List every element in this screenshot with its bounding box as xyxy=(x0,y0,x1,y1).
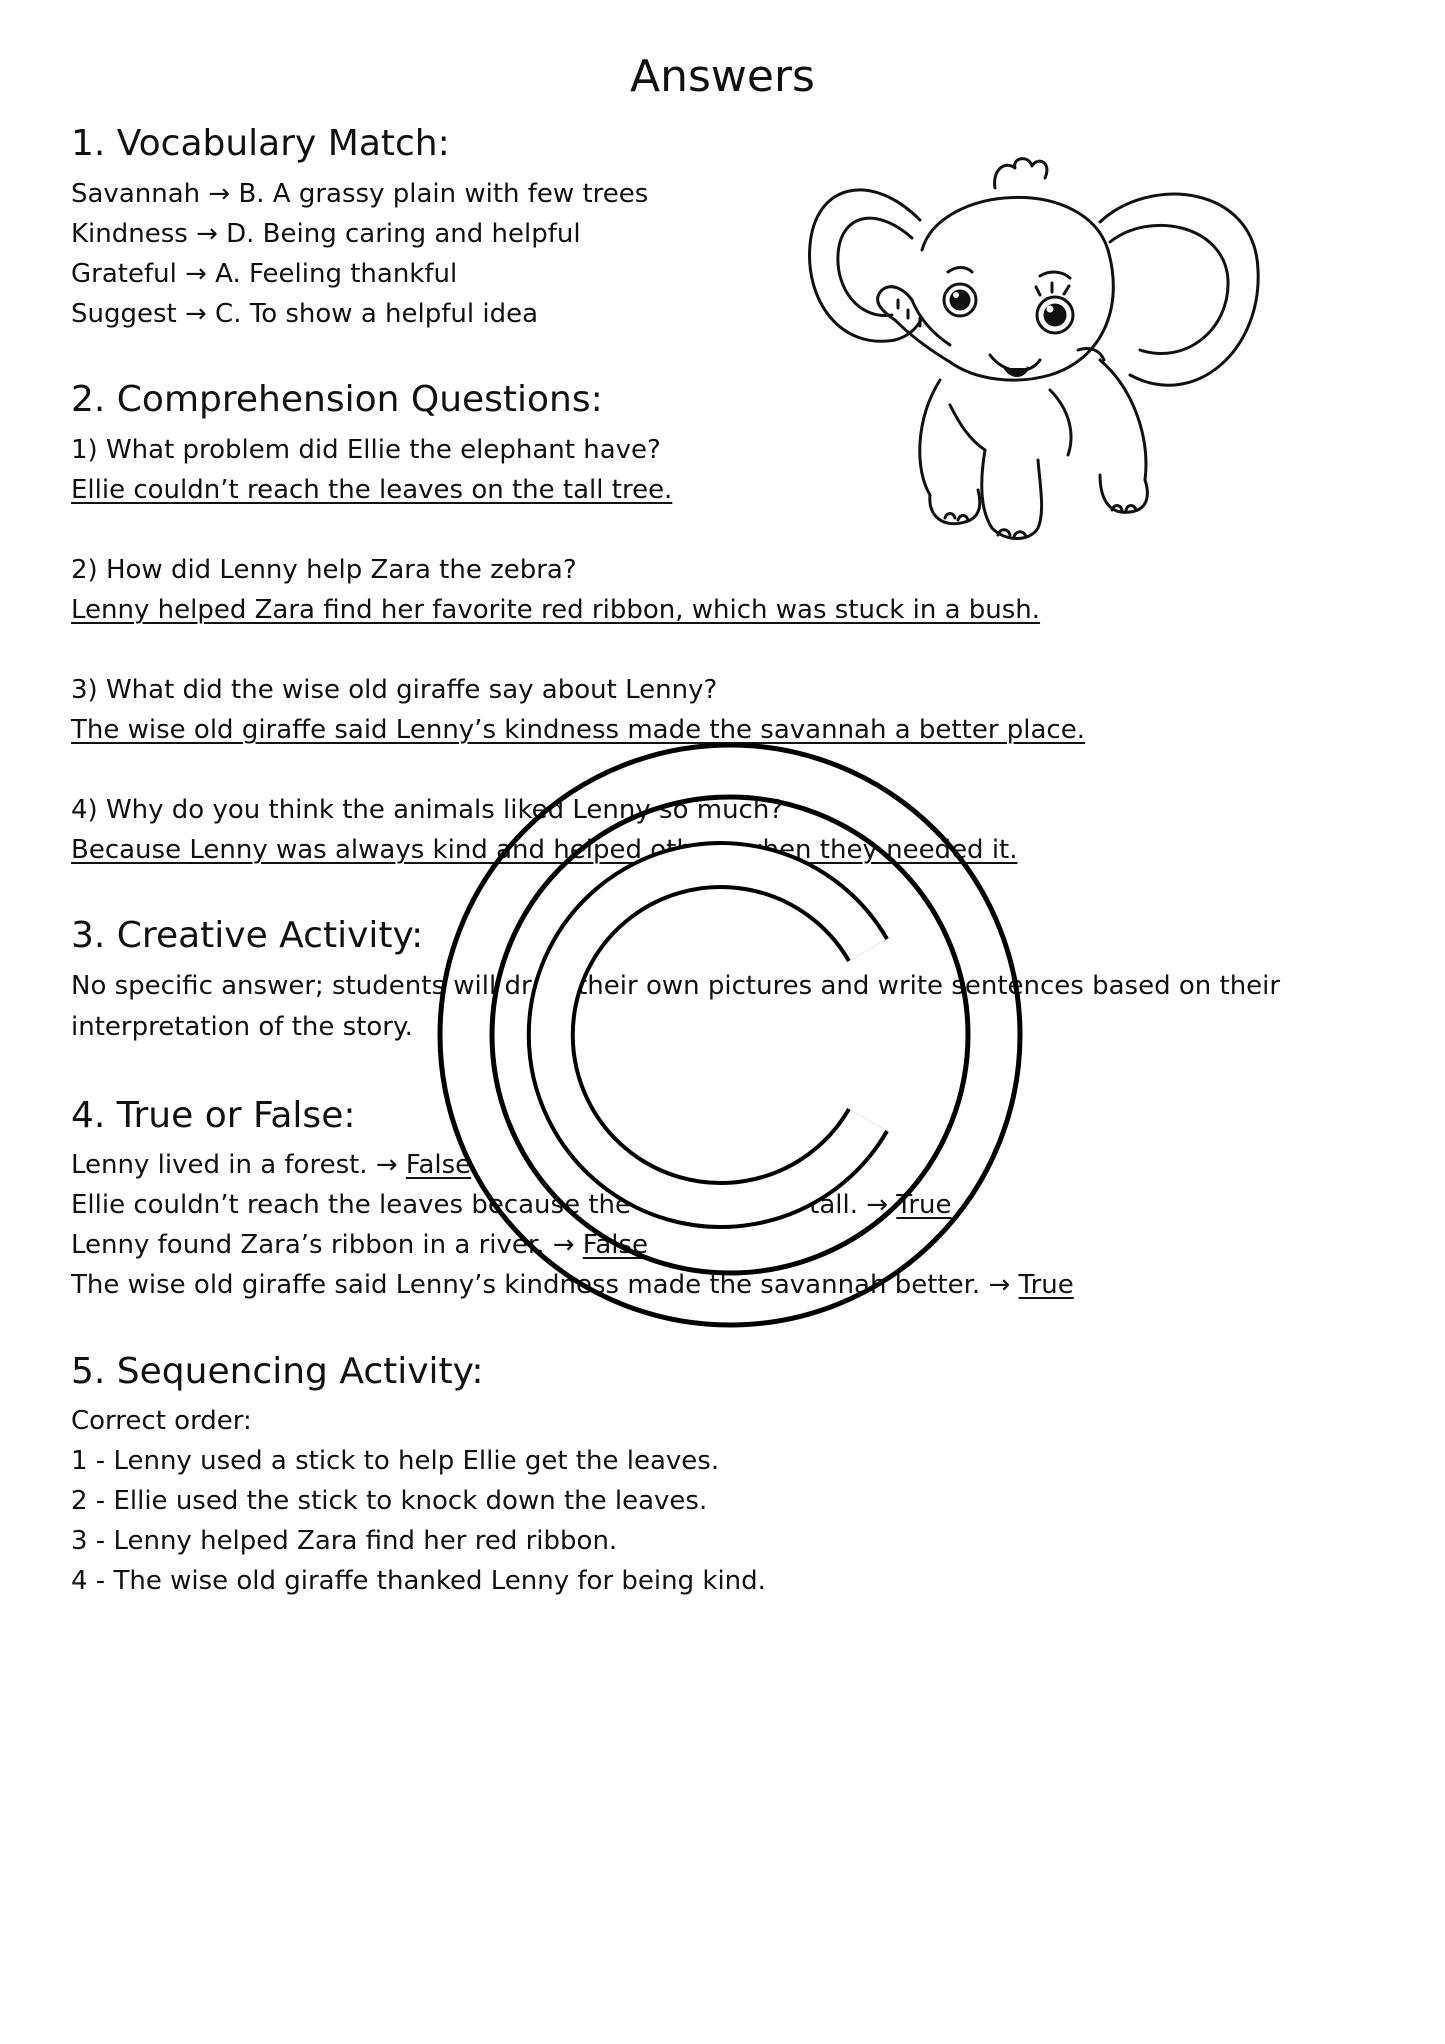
vocab-item: Savannah → B. A grassy plain with few trees xyxy=(71,179,649,209)
sequencing-item: 1 - Lenny used a stick to help Ellie get the leaves. xyxy=(71,1446,720,1476)
answer: The wise old giraffe said Lenny’s kindness made the savannah a better place. xyxy=(71,715,1085,745)
truefalse-statement: Ellie couldn’t reach the leaves because the tree was too tall. → xyxy=(71,1190,897,1220)
vocab-item: Suggest → C. To show a helpful idea xyxy=(71,299,538,329)
truefalse-answer: False xyxy=(405,1150,472,1180)
question: 2) How did Lenny help Zara the zebra? xyxy=(71,555,577,585)
answer: Because Lenny was always kind and helped others when they needed it. xyxy=(71,835,1018,865)
creative-text: No specific answer; students will draw their own pictures and write sentences based on their interpretation of the story. xyxy=(71,971,1281,1042)
elephant-illustration xyxy=(800,150,1280,550)
comprehension-heading: 2. Comprehension Questions: xyxy=(71,379,603,420)
truefalse-heading: 4. True or False: xyxy=(71,1095,356,1136)
question: 1) What problem did Ellie the elephant have? xyxy=(71,435,661,465)
answer: Ellie couldn’t reach the leaves on the tall tree. xyxy=(71,475,673,505)
sequencing-item: 2 - Ellie used the stick to knock down the leaves. xyxy=(71,1486,708,1516)
truefalse-statement: Lenny lived in a forest. → xyxy=(71,1150,406,1180)
truefalse-statement: The wise old giraffe said Lenny’s kindness made the savannah better. → xyxy=(71,1270,1019,1300)
truefalse-item xyxy=(71,1150,471,1181)
truefalse-answer: True xyxy=(896,1190,952,1220)
copyright-watermark-icon xyxy=(430,740,1030,1330)
sequencing-item: 4 - The wise old giraffe thanked Lenny for being kind. xyxy=(71,1566,766,1596)
question: 3) What did the wise old giraffe say about Lenny? xyxy=(71,675,718,705)
vocab-heading: 1. Vocabulary Match: xyxy=(71,123,450,164)
question: 4) Why do you think the animals liked Lenny so much? xyxy=(71,795,784,825)
vocab-item: Grateful → A. Feeling thankful xyxy=(71,259,458,289)
sequencing-item: 3 - Lenny helped Zara find her red ribbon. xyxy=(71,1526,618,1556)
truefalse-statement: Lenny found Zara’s ribbon in a river. → xyxy=(71,1230,583,1260)
answer: Lenny helped Zara find her favorite red ribbon, which was stuck in a bush. xyxy=(71,595,1041,625)
truefalse-answer: True xyxy=(1018,1270,1074,1300)
creative-heading: 3. Creative Activity: xyxy=(71,915,424,956)
sequencing-intro: Correct order: xyxy=(71,1406,252,1436)
vocab-item: Kindness → D. Being caring and helpful xyxy=(71,219,581,249)
truefalse-answer: False xyxy=(582,1230,649,1260)
sequencing-heading: 5. Sequencing Activity: xyxy=(71,1351,484,1392)
page-title: Answers xyxy=(630,51,815,102)
